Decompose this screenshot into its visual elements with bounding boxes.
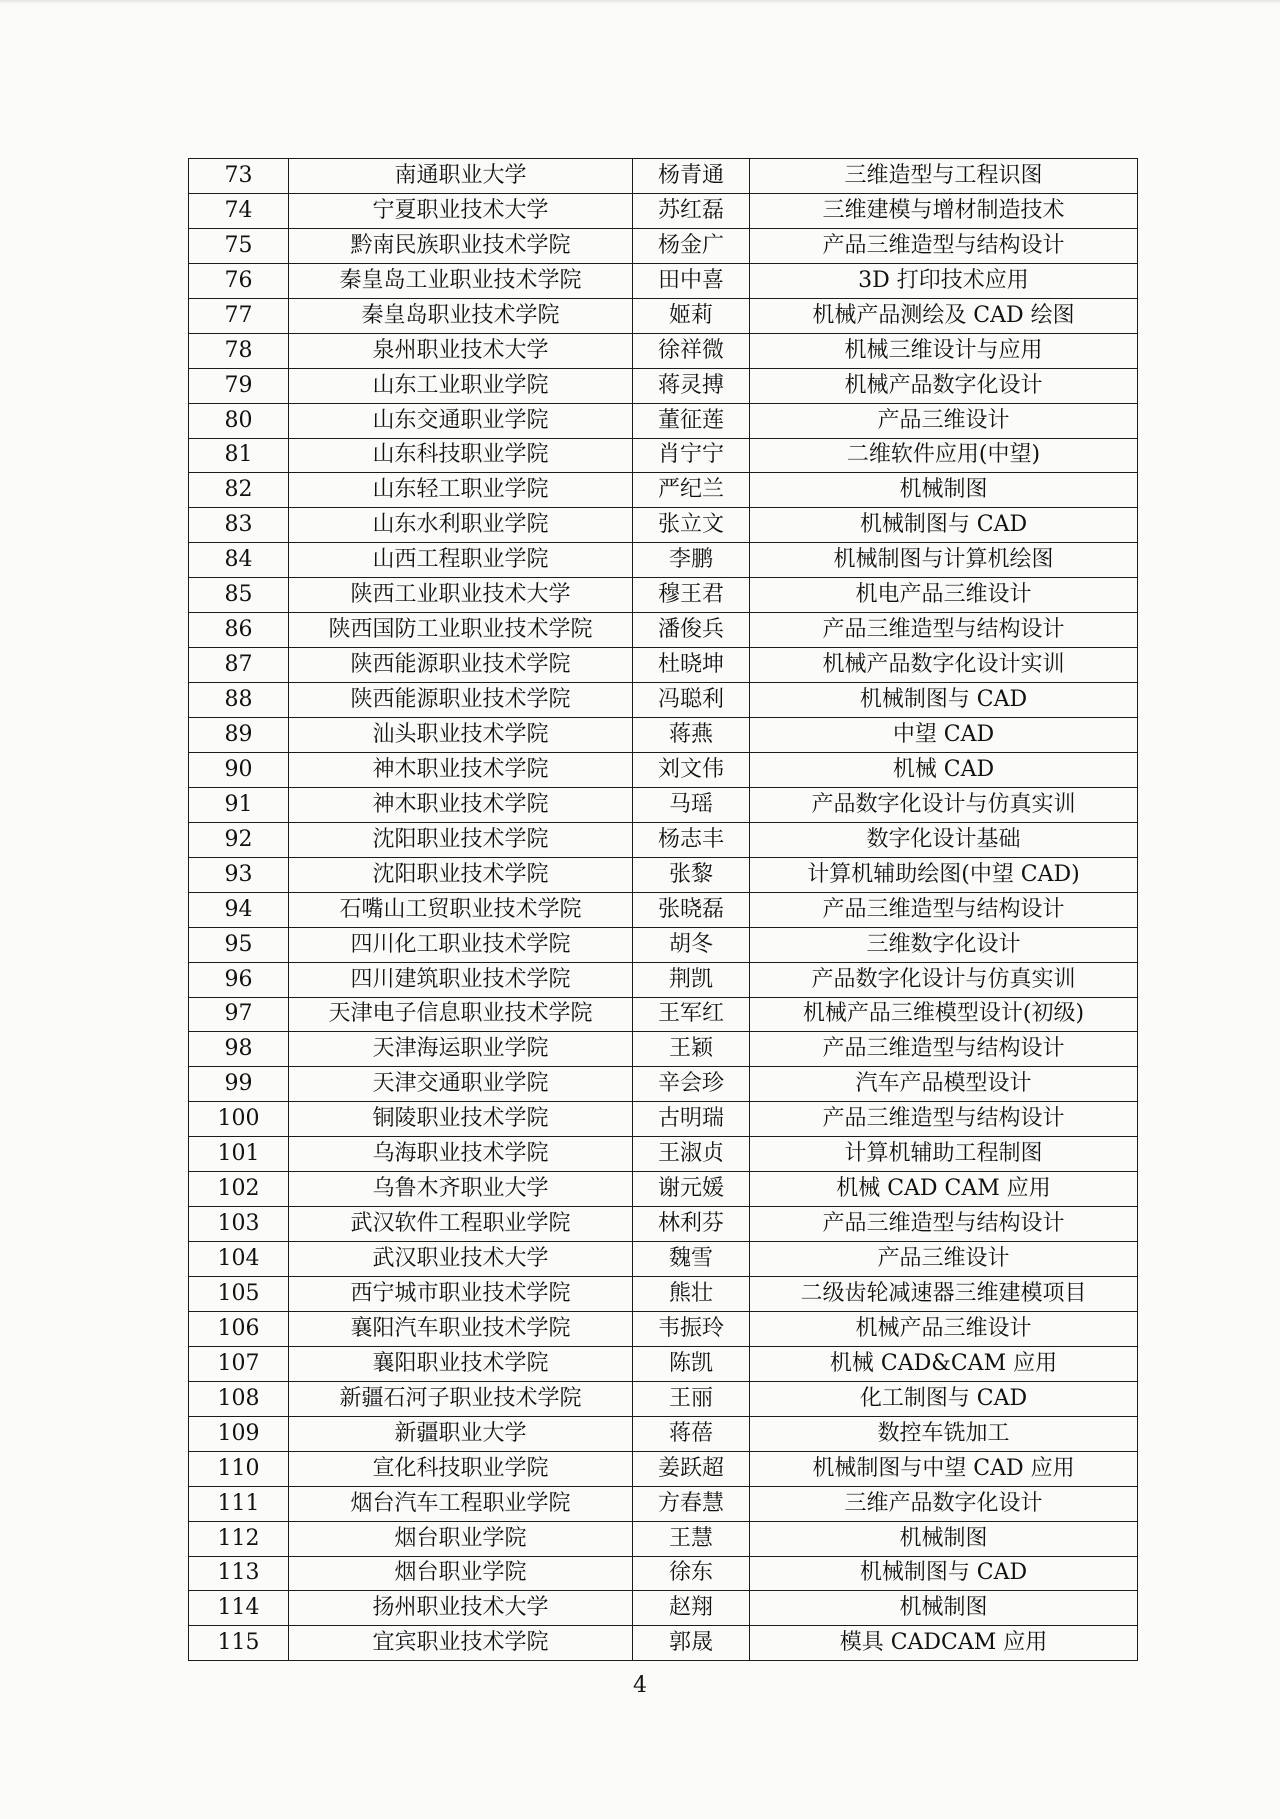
row-number-cell: 100 <box>189 1102 289 1137</box>
school-name-cell: 秦皇岛工业职业技术学院 <box>289 263 633 298</box>
row-number-cell: 99 <box>189 1067 289 1102</box>
row-number-cell: 85 <box>189 578 289 613</box>
row-number-cell: 111 <box>189 1486 289 1521</box>
row-number-cell: 76 <box>189 263 289 298</box>
row-number-cell: 107 <box>189 1346 289 1381</box>
table-row <box>189 1486 1138 1521</box>
row-number-cell: 87 <box>189 648 289 683</box>
school-name-cell: 武汉软件工程职业学院 <box>289 1207 633 1242</box>
table-row <box>189 1591 1138 1626</box>
school-name-cell: 烟台职业学院 <box>289 1521 633 1556</box>
teacher-name-cell: 王淑贞 <box>633 1137 750 1172</box>
course-table <box>188 158 1138 1661</box>
course-name-cell: 中望 CAD <box>750 718 1138 753</box>
course-name-cell: 机械制图 <box>750 473 1138 508</box>
table-row <box>189 368 1138 403</box>
school-name-cell: 神木职业技术学院 <box>289 752 633 787</box>
teacher-name-cell: 张晓磊 <box>633 892 750 927</box>
course-name-cell: 产品三维设计 <box>750 403 1138 438</box>
table-row <box>189 228 1138 263</box>
table-row <box>189 1032 1138 1067</box>
row-number-cell: 95 <box>189 927 289 962</box>
row-number-cell: 104 <box>189 1242 289 1277</box>
course-name-cell: 产品三维造型与结构设计 <box>750 1207 1138 1242</box>
row-number-cell: 79 <box>189 368 289 403</box>
table-row <box>189 1207 1138 1242</box>
course-name-cell: 机械制图 <box>750 1521 1138 1556</box>
course-name-cell: 产品数字化设计与仿真实训 <box>750 962 1138 997</box>
row-number-cell: 113 <box>189 1556 289 1591</box>
course-name-cell: 机械产品数字化设计 <box>750 368 1138 403</box>
teacher-name-cell: 苏红磊 <box>633 193 750 228</box>
school-name-cell: 宜宾职业技术学院 <box>289 1626 633 1661</box>
row-number-cell: 106 <box>189 1311 289 1346</box>
teacher-name-cell: 赵翔 <box>633 1591 750 1626</box>
teacher-name-cell: 古明瑞 <box>633 1102 750 1137</box>
table-row <box>189 1346 1138 1381</box>
table-row <box>189 613 1138 648</box>
row-number-cell: 73 <box>189 159 289 194</box>
row-number-cell: 84 <box>189 543 289 578</box>
teacher-name-cell: 蒋蓓 <box>633 1416 750 1451</box>
row-number-cell: 103 <box>189 1207 289 1242</box>
table-row <box>189 1311 1138 1346</box>
row-number-cell: 75 <box>189 228 289 263</box>
course-name-cell: 机械制图与 CAD <box>750 508 1138 543</box>
row-number-cell: 80 <box>189 403 289 438</box>
table-row <box>189 683 1138 718</box>
table-row <box>189 1416 1138 1451</box>
teacher-name-cell: 蒋燕 <box>633 718 750 753</box>
row-number-cell: 96 <box>189 962 289 997</box>
course-name-cell: 数控车铣加工 <box>750 1416 1138 1451</box>
course-name-cell: 3D 打印技术应用 <box>750 263 1138 298</box>
teacher-name-cell: 张立文 <box>633 508 750 543</box>
table-row <box>189 997 1138 1032</box>
course-name-cell: 机械制图与 CAD <box>750 1556 1138 1591</box>
school-name-cell: 陕西国防工业职业技术学院 <box>289 613 633 648</box>
table-row <box>189 333 1138 368</box>
table-body <box>189 159 1138 1661</box>
school-name-cell: 天津电子信息职业技术学院 <box>289 997 633 1032</box>
table-row <box>189 648 1138 683</box>
teacher-name-cell: 王慧 <box>633 1521 750 1556</box>
school-name-cell: 四川化工职业技术学院 <box>289 927 633 962</box>
row-number-cell: 101 <box>189 1137 289 1172</box>
row-number-cell: 82 <box>189 473 289 508</box>
teacher-name-cell: 魏雪 <box>633 1242 750 1277</box>
row-number-cell: 94 <box>189 892 289 927</box>
table-row <box>189 822 1138 857</box>
course-name-cell: 化工制图与 CAD <box>750 1381 1138 1416</box>
school-name-cell: 陕西能源职业技术学院 <box>289 648 633 683</box>
table-row <box>189 1277 1138 1312</box>
teacher-name-cell: 李鹏 <box>633 543 750 578</box>
course-name-cell: 机械产品三维设计 <box>750 1311 1138 1346</box>
school-name-cell: 天津海运职业学院 <box>289 1032 633 1067</box>
teacher-name-cell: 谢元媛 <box>633 1172 750 1207</box>
table-row <box>189 159 1138 194</box>
school-name-cell: 陕西工业职业技术大学 <box>289 578 633 613</box>
teacher-name-cell: 田中喜 <box>633 263 750 298</box>
table-row <box>189 403 1138 438</box>
course-name-cell: 三维数字化设计 <box>750 927 1138 962</box>
school-name-cell: 山东工业职业学院 <box>289 368 633 403</box>
teacher-name-cell: 郭晟 <box>633 1626 750 1661</box>
table-row <box>189 1451 1138 1486</box>
table-row <box>189 473 1138 508</box>
school-name-cell: 烟台职业学院 <box>289 1556 633 1591</box>
table-row <box>189 1137 1138 1172</box>
teacher-name-cell: 陈凯 <box>633 1346 750 1381</box>
table-row <box>189 1172 1138 1207</box>
teacher-name-cell: 杨金广 <box>633 228 750 263</box>
course-name-cell: 机械制图与中望 CAD 应用 <box>750 1451 1138 1486</box>
course-name-cell: 产品三维造型与结构设计 <box>750 613 1138 648</box>
row-number-cell: 74 <box>189 193 289 228</box>
table-row <box>189 543 1138 578</box>
teacher-name-cell: 辛会珍 <box>633 1067 750 1102</box>
teacher-name-cell: 荆凯 <box>633 962 750 997</box>
row-number-cell: 83 <box>189 508 289 543</box>
course-name-cell: 产品三维设计 <box>750 1242 1138 1277</box>
course-name-cell: 机械三维设计与应用 <box>750 333 1138 368</box>
table-row <box>189 787 1138 822</box>
row-number-cell: 92 <box>189 822 289 857</box>
table-row <box>189 1626 1138 1661</box>
school-name-cell: 黔南民族职业技术学院 <box>289 228 633 263</box>
teacher-name-cell: 王军红 <box>633 997 750 1032</box>
school-name-cell: 汕头职业技术学院 <box>289 718 633 753</box>
school-name-cell: 西宁城市职业技术学院 <box>289 1277 633 1312</box>
course-name-cell: 产品三维造型与结构设计 <box>750 892 1138 927</box>
table-row <box>189 962 1138 997</box>
row-number-cell: 77 <box>189 298 289 333</box>
table-row <box>189 1556 1138 1591</box>
row-number-cell: 109 <box>189 1416 289 1451</box>
table-row <box>189 1521 1138 1556</box>
table-row <box>189 193 1138 228</box>
course-name-cell: 三维建模与增材制造技术 <box>750 193 1138 228</box>
table-row <box>189 298 1138 333</box>
course-name-cell: 计算机辅助工程制图 <box>750 1137 1138 1172</box>
teacher-name-cell: 熊壮 <box>633 1277 750 1312</box>
row-number-cell: 89 <box>189 718 289 753</box>
teacher-name-cell: 严纪兰 <box>633 473 750 508</box>
school-name-cell: 山西工程职业学院 <box>289 543 633 578</box>
teacher-name-cell: 王颖 <box>633 1032 750 1067</box>
course-name-cell: 三维造型与工程识图 <box>750 159 1138 194</box>
school-name-cell: 泉州职业技术大学 <box>289 333 633 368</box>
teacher-name-cell: 杜晓坤 <box>633 648 750 683</box>
course-name-cell: 机械 CAD <box>750 752 1138 787</box>
teacher-name-cell: 冯聪利 <box>633 683 750 718</box>
row-number-cell: 110 <box>189 1451 289 1486</box>
row-number-cell: 115 <box>189 1626 289 1661</box>
teacher-name-cell: 杨志丰 <box>633 822 750 857</box>
course-name-cell: 机械制图 <box>750 1591 1138 1626</box>
row-number-cell: 102 <box>189 1172 289 1207</box>
course-name-cell: 模具 CADCAM 应用 <box>750 1626 1138 1661</box>
teacher-name-cell: 姬莉 <box>633 298 750 333</box>
row-number-cell: 112 <box>189 1521 289 1556</box>
school-name-cell: 扬州职业技术大学 <box>289 1591 633 1626</box>
teacher-name-cell: 刘文伟 <box>633 752 750 787</box>
teacher-name-cell: 杨青通 <box>633 159 750 194</box>
table-row <box>189 752 1138 787</box>
school-name-cell: 沈阳职业技术学院 <box>289 857 633 892</box>
table-row <box>189 508 1138 543</box>
school-name-cell: 天津交通职业学院 <box>289 1067 633 1102</box>
row-number-cell: 108 <box>189 1381 289 1416</box>
school-name-cell: 襄阳职业技术学院 <box>289 1346 633 1381</box>
table-row <box>189 892 1138 927</box>
row-number-cell: 90 <box>189 752 289 787</box>
school-name-cell: 烟台汽车工程职业学院 <box>289 1486 633 1521</box>
course-name-cell: 数字化设计基础 <box>750 822 1138 857</box>
school-name-cell: 山东水利职业学院 <box>289 508 633 543</box>
row-number-cell: 97 <box>189 997 289 1032</box>
school-name-cell: 四川建筑职业技术学院 <box>289 962 633 997</box>
course-name-cell: 汽车产品模型设计 <box>750 1067 1138 1102</box>
row-number-cell: 93 <box>189 857 289 892</box>
school-name-cell: 神木职业技术学院 <box>289 787 633 822</box>
school-name-cell: 宣化科技职业学院 <box>289 1451 633 1486</box>
course-name-cell: 三维产品数字化设计 <box>750 1486 1138 1521</box>
school-name-cell: 山东科技职业学院 <box>289 438 633 473</box>
teacher-name-cell: 姜跃超 <box>633 1451 750 1486</box>
school-name-cell: 新疆职业大学 <box>289 1416 633 1451</box>
course-name-cell: 机械产品三维模型设计(初级) <box>750 997 1138 1032</box>
course-name-cell: 产品三维造型与结构设计 <box>750 228 1138 263</box>
row-number-cell: 88 <box>189 683 289 718</box>
course-name-cell: 二级齿轮减速器三维建模项目 <box>750 1277 1138 1312</box>
school-name-cell: 秦皇岛职业技术学院 <box>289 298 633 333</box>
row-number-cell: 81 <box>189 438 289 473</box>
teacher-name-cell: 徐祥微 <box>633 333 750 368</box>
school-name-cell: 山东交通职业学院 <box>289 403 633 438</box>
school-name-cell: 襄阳汽车职业技术学院 <box>289 1311 633 1346</box>
teacher-name-cell: 方春慧 <box>633 1486 750 1521</box>
course-name-cell: 机械 CAD&CAM 应用 <box>750 1346 1138 1381</box>
teacher-name-cell: 穆王君 <box>633 578 750 613</box>
teacher-name-cell: 徐东 <box>633 1556 750 1591</box>
teacher-name-cell: 肖宁宁 <box>633 438 750 473</box>
page-number: 4 <box>633 1673 647 1698</box>
course-name-cell: 机电产品三维设计 <box>750 578 1138 613</box>
row-number-cell: 105 <box>189 1277 289 1312</box>
table-row <box>189 263 1138 298</box>
course-name-cell: 二维软件应用(中望) <box>750 438 1138 473</box>
table-row <box>189 718 1138 753</box>
teacher-name-cell: 蒋灵搏 <box>633 368 750 403</box>
school-name-cell: 乌海职业技术学院 <box>289 1137 633 1172</box>
course-name-cell: 产品三维造型与结构设计 <box>750 1032 1138 1067</box>
teacher-name-cell: 林利芬 <box>633 1207 750 1242</box>
course-name-cell: 机械产品测绘及 CAD 绘图 <box>750 298 1138 333</box>
school-name-cell: 新疆石河子职业技术学院 <box>289 1381 633 1416</box>
table-row <box>189 857 1138 892</box>
teacher-name-cell: 胡冬 <box>633 927 750 962</box>
course-name-cell: 机械制图与计算机绘图 <box>750 543 1138 578</box>
table-row <box>189 1381 1138 1416</box>
course-name-cell: 产品三维造型与结构设计 <box>750 1102 1138 1137</box>
school-name-cell: 沈阳职业技术学院 <box>289 822 633 857</box>
scan-top-shadow <box>0 0 1280 4</box>
row-number-cell: 86 <box>189 613 289 648</box>
school-name-cell: 武汉职业技术大学 <box>289 1242 633 1277</box>
teacher-name-cell: 王丽 <box>633 1381 750 1416</box>
table-row <box>189 578 1138 613</box>
school-name-cell: 石嘴山工贸职业技术学院 <box>289 892 633 927</box>
teacher-name-cell: 潘俊兵 <box>633 613 750 648</box>
table-row <box>189 1102 1138 1137</box>
school-name-cell: 铜陵职业技术学院 <box>289 1102 633 1137</box>
course-name-cell: 机械 CAD CAM 应用 <box>750 1172 1138 1207</box>
teacher-name-cell: 马瑶 <box>633 787 750 822</box>
course-name-cell: 产品数字化设计与仿真实训 <box>750 787 1138 822</box>
course-name-cell: 计算机辅助绘图(中望 CAD) <box>750 857 1138 892</box>
school-name-cell: 乌鲁木齐职业大学 <box>289 1172 633 1207</box>
course-name-cell: 机械制图与 CAD <box>750 683 1138 718</box>
school-name-cell: 宁夏职业技术大学 <box>289 193 633 228</box>
teacher-name-cell: 董征莲 <box>633 403 750 438</box>
row-number-cell: 98 <box>189 1032 289 1067</box>
teacher-name-cell: 韦振玲 <box>633 1311 750 1346</box>
row-number-cell: 114 <box>189 1591 289 1626</box>
course-name-cell: 机械产品数字化设计实训 <box>750 648 1138 683</box>
school-name-cell: 陕西能源职业技术学院 <box>289 683 633 718</box>
school-name-cell: 南通职业大学 <box>289 159 633 194</box>
school-name-cell: 山东轻工职业学院 <box>289 473 633 508</box>
table-row <box>189 1242 1138 1277</box>
row-number-cell: 91 <box>189 787 289 822</box>
row-number-cell: 78 <box>189 333 289 368</box>
table-row <box>189 1067 1138 1102</box>
teacher-name-cell: 张黎 <box>633 857 750 892</box>
table-row <box>189 927 1138 962</box>
table-row <box>189 438 1138 473</box>
